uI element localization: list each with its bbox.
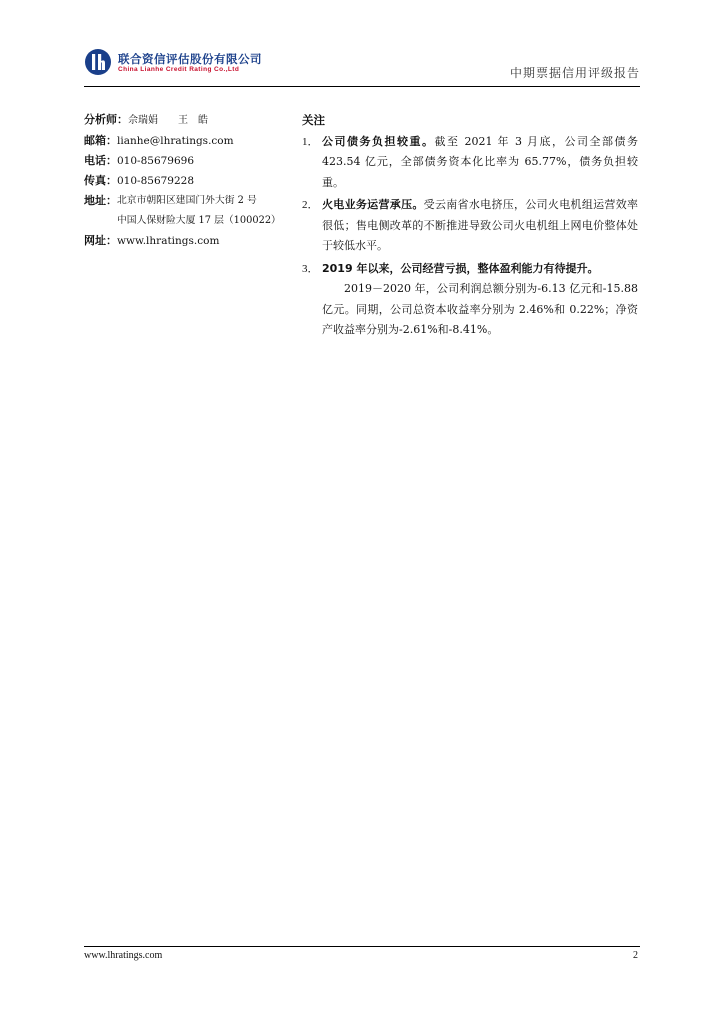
concern-3-detail: 2019－2020 年，公司利润总额分别为-6.13 亿元和-15.88 亿元。同期，公司总资本收益率分别为 2.46%和 0.22%；净资产收益率分别为-2.61%和-8.41%。 — [322, 282, 638, 336]
concerns-section — [302, 110, 638, 341]
concern-number: 1． — [302, 135, 319, 148]
concern-body — [322, 132, 638, 194]
address-line-1: 北京市朝阳区建国门外大街 2 号 — [117, 195, 257, 206]
address-lines — [117, 191, 281, 231]
concern-number: 3． — [302, 262, 319, 275]
page-number: 2 — [633, 950, 638, 961]
concern-body — [322, 195, 638, 257]
fax-value: 010-85679228 — [117, 175, 195, 187]
contact-block — [84, 110, 294, 251]
analyst-label: 分析师： — [84, 113, 128, 126]
website-value[interactable]: www.lhratings.com — [117, 235, 220, 247]
website-label: 网址： — [84, 234, 117, 247]
company-name-en: China Lianhe Credit Rating Co.,Ltd — [118, 66, 240, 73]
concern-heading: 2019 年以来，公司经营亏损，整体盈利能力有待提升。 — [322, 261, 599, 275]
report-type-title: 中期票据信用评级报告 — [509, 66, 640, 80]
phone-row — [84, 151, 294, 171]
concern-text: 截至 2021 年 3 月底，公司全部债务 423.54 亿元，全部债务资本化比率为 65.77%，债务负担较重。 — [322, 134, 639, 189]
email-value[interactable]: lianhe@lhratings.com — [117, 135, 234, 147]
address-label: 地址： — [84, 194, 117, 207]
address-row — [84, 191, 294, 231]
phone-value: 010-85679696 — [117, 155, 195, 167]
email-label: 邮箱： — [84, 134, 117, 147]
concern-body — [322, 259, 638, 280]
fax-label: 传真： — [84, 174, 117, 187]
analyst-row — [84, 110, 294, 131]
concern-text: 受云南省水电挤压，公司火电机组运营效率很低；售电侧改革的不断推进导致公司火电机组上网电价整体处于较低水平。 — [322, 198, 639, 252]
header-divider — [84, 86, 640, 87]
company-name-cn: 联合资信评估股份有限公司 — [118, 52, 262, 66]
page-header — [84, 48, 640, 86]
concern-item-2 — [302, 195, 638, 257]
phone-label: 电话： — [84, 154, 117, 167]
concern-item-3 — [302, 259, 638, 280]
concern-heading: 公司债务负担较重。 — [322, 134, 435, 148]
concern-item-1 — [302, 132, 638, 194]
analyst-names: 佘瑞娟 王 皓 — [128, 115, 208, 126]
lh-logo-icon — [84, 48, 112, 76]
email-row — [84, 131, 294, 151]
concerns-title: 关注 — [302, 113, 325, 127]
fax-row — [84, 171, 294, 191]
address-line-2: 中国人保财险大厦 17 层（100022） — [117, 215, 281, 226]
concern-number: 2． — [302, 199, 319, 211]
website-row — [84, 231, 294, 251]
concern-heading: 火电业务运营承压。 — [322, 198, 424, 211]
footer-divider — [84, 946, 640, 947]
footer-url[interactable]: www.lhratings.com — [84, 950, 163, 961]
